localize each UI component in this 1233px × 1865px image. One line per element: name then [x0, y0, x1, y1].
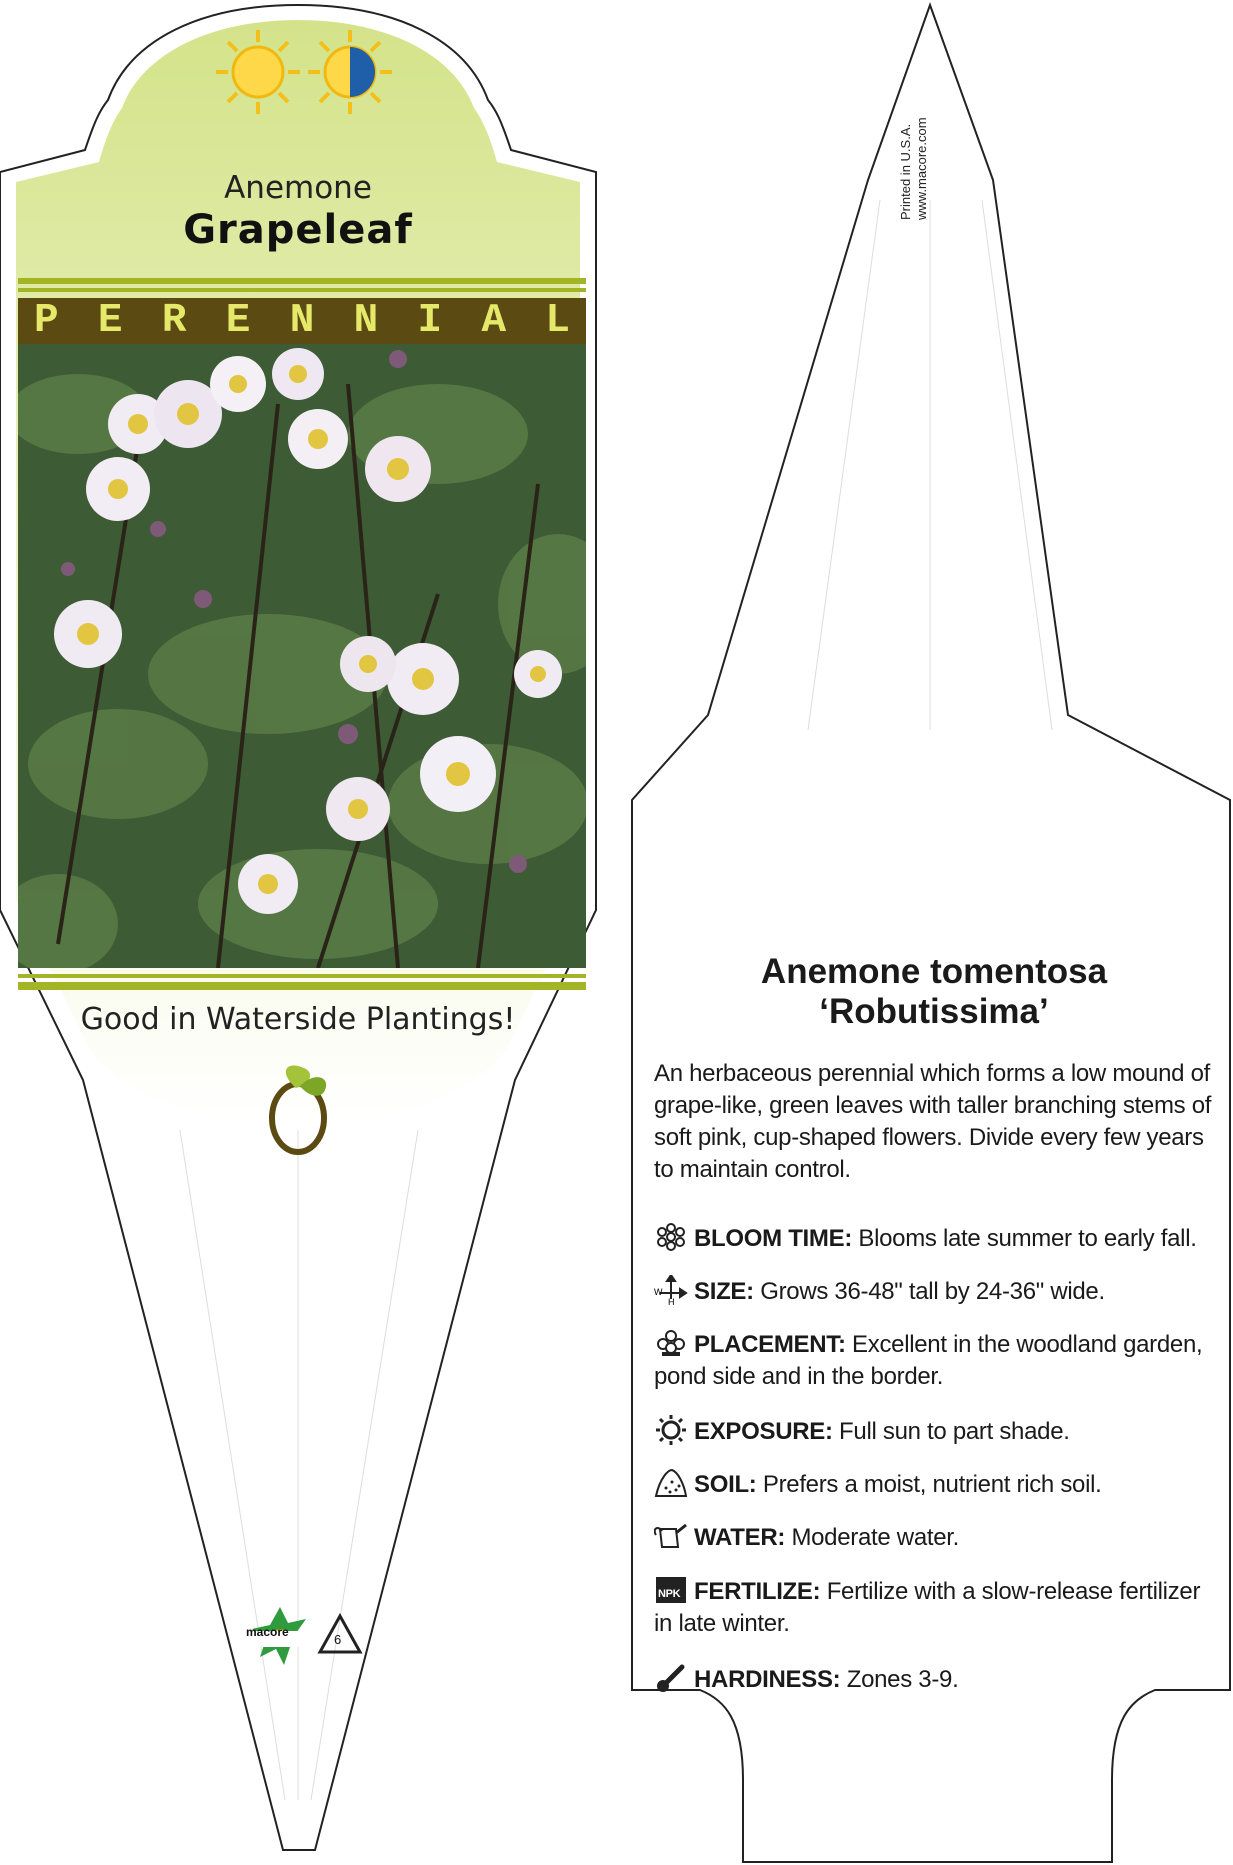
category-letter: I	[417, 298, 443, 344]
botanical-title	[640, 952, 1228, 1032]
category-letter: P	[34, 298, 59, 344]
plant-description: An herbaceous perennial which forms a low mound of grape-like, green leaves with taller branching stems of soft pink, cup-shaped flowers. Divide every few years to maintain control.	[654, 1060, 1212, 1183]
attribute-text: Full sun to part shade.	[832, 1418, 1070, 1445]
watering-can-icon	[654, 1524, 694, 1551]
attribute-label: PLACEMENT:	[694, 1331, 846, 1358]
attribute-row	[654, 1328, 1214, 1393]
attribute-row	[654, 1415, 1214, 1448]
front-common-name: Anemone	[224, 170, 372, 206]
attribute-text: Excellent in the woodland garden, pond side and in the border.	[654, 1331, 1203, 1390]
macore-brand-text: macore	[246, 1625, 289, 1639]
category-letter: E	[97, 298, 123, 344]
svg-text:W: W	[654, 1287, 663, 1297]
front-variety-name: Grapeleaf	[183, 207, 413, 253]
category-letter: N	[353, 298, 379, 344]
svg-text:H: H	[668, 1297, 675, 1305]
attribute-text: Prefers a moist, nutrient rich soil.	[756, 1471, 1102, 1498]
category-letter: L	[545, 298, 570, 344]
attribute-text: Zones 3-9.	[840, 1666, 959, 1693]
size-arrows-icon	[654, 1278, 694, 1305]
svg-text:NPK: NPK	[658, 1588, 681, 1600]
perennial-band	[18, 298, 586, 344]
attribute-row	[654, 1521, 1214, 1554]
tagline: Good in Waterside Plantings!	[80, 1002, 516, 1037]
attribute-row	[654, 1575, 1214, 1640]
attribute-label: SOIL:	[694, 1471, 757, 1498]
attribute-label: SIZE:	[694, 1278, 754, 1305]
category-letter: R	[161, 298, 187, 344]
attribute-text: Grows 36-48" tall by 24-36" wide.	[753, 1278, 1105, 1305]
recycle-code: 6	[334, 1632, 342, 1647]
botanical-name: Anemone tomentosa	[760, 952, 1108, 991]
attribute-row	[654, 1468, 1214, 1501]
attribute-label: FERTILIZE:	[694, 1578, 821, 1605]
thermometer-icon	[654, 1666, 694, 1693]
attribute-row	[654, 1222, 1214, 1255]
category-letter: E	[225, 298, 251, 344]
soil-pile-icon	[654, 1471, 694, 1498]
attribute-row	[654, 1663, 1214, 1696]
category-letter: A	[481, 298, 507, 344]
printed-line-2: www.macore.com	[914, 117, 929, 220]
cultivar-name: ‘Robutissima’	[819, 992, 1049, 1031]
printed-in-usa	[898, 117, 930, 220]
attribute-text: Fertilize with a slow-release fertilizer in late winter.	[654, 1578, 1201, 1637]
anemone-photo-illustration	[18, 344, 586, 968]
attribute-label: WATER:	[694, 1524, 786, 1551]
attribute-label: EXPOSURE:	[694, 1418, 833, 1445]
npk-bag-icon	[654, 1578, 694, 1605]
plant-photo	[18, 344, 586, 968]
attribute-text: Moderate water.	[785, 1524, 960, 1551]
attribute-label: BLOOM TIME:	[694, 1225, 853, 1252]
sun-outline-icon	[654, 1418, 694, 1445]
attribute-row	[654, 1275, 1214, 1308]
placement-plants-icon	[654, 1331, 694, 1358]
printed-line-1: Printed in U.S.A.	[898, 123, 913, 220]
attribute-text: Blooms late summer to early fall.	[852, 1225, 1197, 1252]
flower-icon	[654, 1225, 694, 1252]
attribute-label: HARDINESS:	[694, 1666, 841, 1693]
category-letter: N	[289, 298, 315, 344]
